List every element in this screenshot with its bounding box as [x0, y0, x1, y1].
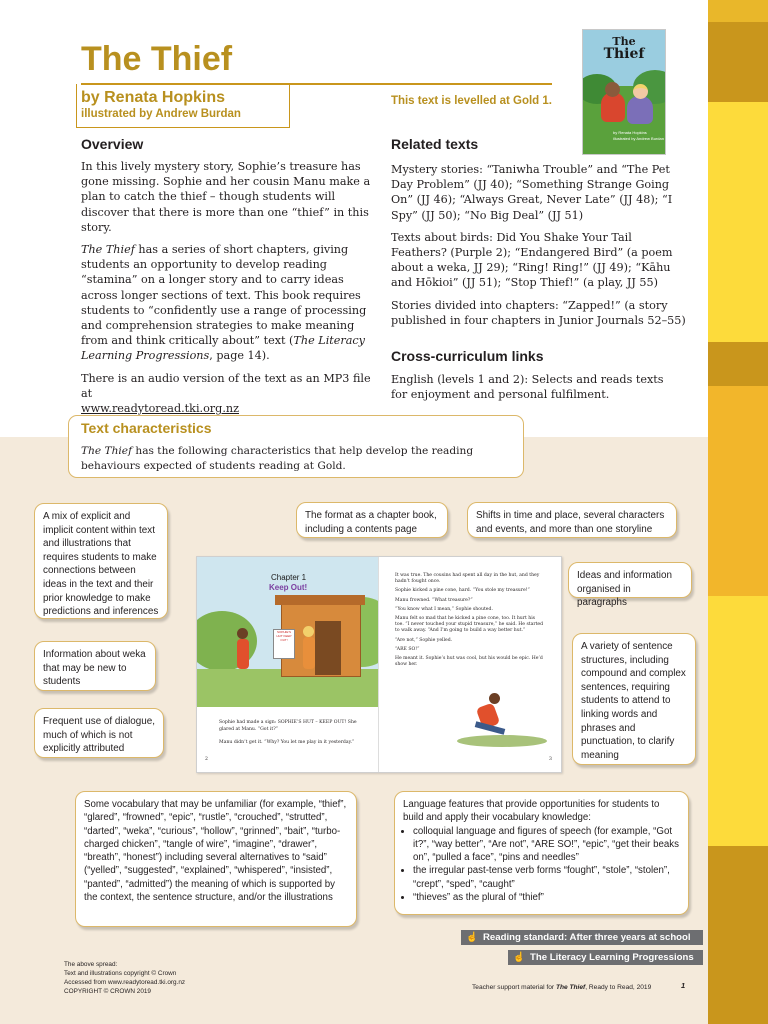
characteristic-dialogue: Frequent use of dialogue, much of which is not explicitly attributed [34, 708, 164, 758]
hand-pointer-icon: ☝ [466, 932, 478, 943]
illustration-manu-head [237, 628, 248, 639]
characteristic-weka-info: Information about weka that may be new to students [34, 641, 156, 691]
characteristic-paragraphs: Ideas and information organised in paragraphs [568, 562, 692, 598]
footer-line: The above spread: [64, 961, 118, 968]
spread-right-line: It was true. The cousins had spent all day in the hut, and they hadn’t fought once. [395, 573, 540, 585]
cover-author: by Renata Hopkins [613, 130, 647, 135]
text-characteristics-heading: Text characteristics [81, 420, 212, 436]
spread-right-line: He meant it. Sophie’s hut was cool, but his would be epic. He’d show her. [395, 656, 543, 668]
book-title-italic: The Thief [81, 445, 132, 457]
spread-right-text [395, 573, 545, 668]
overview-paragraph-3 [81, 371, 379, 417]
overview-paragraph-2-text-b: , page 14). [209, 349, 270, 363]
llp-italic: The Literacy Learning Progressions [81, 334, 365, 363]
list-item: • the irregular past-tense verb forms “fought”, “stole”, “stolen”, “crept”, “sped”, “caught” [413, 864, 680, 891]
reading-standard-link[interactable] [461, 930, 703, 945]
decor-stripe [708, 102, 768, 342]
spread-right-page-number: 3 [549, 757, 552, 762]
characteristic-language-features [394, 791, 689, 915]
overview-paragraph-1: In this lively mystery story, Sophie’s treasure has gone missing. Sophie and her cousin Manu make a plan to catch the thief – though students will discover that there is more than one “thief” in this story. [81, 160, 371, 234]
list-item: • colloquial language and figures of speech (for example, “Got it?”, “way better”, “Are not”, “ARE SO!”, “epic”, “get their beaks on”, “pulled a face”, “pins and needles” [413, 825, 680, 865]
footer-line: Text and illustrations copyright © Crown [64, 970, 177, 977]
footer-citation-a: Teacher support material for [472, 984, 556, 991]
level-text: This text is levelled at Gold 1. [390, 95, 552, 107]
footer-citation [472, 983, 651, 992]
decor-stripe [708, 846, 768, 1024]
related-texts-body [391, 162, 691, 328]
spread-right-line: “ARE SO!” [395, 646, 420, 652]
book-title-italic: The Thief [81, 243, 135, 257]
spread-right-line: “Are not,” Sophie yelled. [395, 637, 453, 643]
cover-title-line2: Thief [603, 46, 645, 62]
book-cover[interactable] [582, 29, 666, 155]
illustration-sophie [303, 637, 315, 669]
illustration-sign: SOPHIE'S HUT KEEP OUT! [273, 629, 295, 659]
characteristic-shifts: Shifts in time and place, several characters and events, and more than one storyline [467, 502, 677, 538]
cross-curriculum-text: English (levels 1 and 2): Selects and reads texts for enjoyment and personal fulfilment. [391, 373, 664, 402]
spread-right-line: “You know what I mean,” Sophie shouted. [395, 606, 493, 612]
footer-line: Accessed from www.readytoread.tki.org.nz [64, 979, 186, 986]
reading-standard-label: Reading standard: After three years at school [483, 932, 691, 943]
footer-citation-b: , Ready to Read, 2019 [585, 984, 652, 991]
hand-pointer-icon: ☝ [513, 952, 525, 963]
copyright-notice [64, 960, 185, 996]
page-title: The Thief [81, 40, 233, 78]
decor-stripe [708, 0, 768, 22]
cover-character-girl [627, 96, 653, 124]
spread-left-illustration [197, 557, 378, 707]
cover-character-girl-head [633, 84, 648, 99]
cover-title-line1: The [612, 35, 636, 48]
characteristic-sentence-structures: A variety of sentence structures, including compound and complex sentences, requiring students to attend to linking words and phrases and punctuation, to clarify meaning [572, 633, 696, 765]
overview-heading: Overview [81, 136, 144, 152]
overview-body [81, 159, 379, 416]
text-characteristics-intro [81, 444, 501, 474]
spread-right-illustration-boy-head [489, 693, 500, 704]
spread-right-line: Manu frowned. “What treasure?” [395, 597, 473, 603]
characteristic-chapter-format: The format as a chapter book, including a contents page [296, 502, 448, 538]
characteristic-vocabulary: Some vocabulary that may be unfamiliar (for example, “thief”, “glared”, “frowned”, “epic”, “rustle”, “crouched”, “strutted”, “darted”, “weka”, “curious”, “hollow”, “grinned”, “bait”, “turbo-charged chicken”, “tangle of wire”, “imagine”, “drawer”, “breath”, “honest”) including several alternatives to “said” (“yelled”, “suggested”, “explained”, “whispered”, “insisted”, “panted”, “admitted”) the meaning of which is supported by the context, the sentence structure, and/or the illustrations [75, 791, 357, 927]
overview-paragraph-2-text-a: has a series of short chapters, giving students an opportunity to develop reading “stamina” on a longer story and to carry ideas across longer sections of text. This book requires students to “confidently use a range of processing and comprehension strategies to make meaning from and think critically about” text ( [81, 243, 367, 348]
spread-left-page-number: 2 [205, 757, 208, 762]
language-features-list [403, 825, 680, 905]
spread-chapter-title: Keep Out! [269, 583, 308, 592]
author-line: by Renata Hopkins [81, 89, 226, 106]
decor-stripe [708, 22, 768, 102]
page-number: 1 [681, 981, 686, 990]
decor-stripe [708, 596, 768, 846]
audio-text: There is an audio version of the text as an MP3 file at [81, 371, 371, 400]
decor-stripe [708, 386, 768, 596]
spread-right-illustration-ground [457, 735, 547, 747]
related-mystery: Mystery stories: “Taniwha Trouble” and “The Pet Day Problem” (JJ 40); “Something Strange Going On” (JJ 46); “Always Great, Never Late” (JJ 48); “I Spy” (JJ 50); “No Big Deal” (JJ 51) [391, 163, 673, 222]
cover-title [583, 36, 665, 61]
spread-gutter [378, 557, 379, 772]
language-features-intro: Language features that provide opportunities for students to build and apply their vocabulary knowledge: [403, 799, 660, 824]
overview-paragraph-2 [81, 242, 379, 364]
footer-book-title: The Thief [555, 984, 586, 991]
spread-right-line: Sophie kicked a pine cone, hard. “You stole my treasure!” [395, 588, 530, 594]
cover-illustrator: illustrated by Andrew Burdan [613, 136, 664, 141]
decor-stripe [708, 342, 768, 386]
cover-character-boy-head [605, 82, 620, 97]
footer-line: COPYRIGHT © CROWN 2019 [64, 988, 151, 995]
audio-link[interactable]: www.readytoread.tki.org.nz [81, 402, 239, 416]
spread-right-line: Manu felt so mad that he kicked a pine cone, too. It hurt his toe. “I never touched your stupid treasure,” he said. He started to walk away. “And I’m going to build a way better hut.” [395, 616, 544, 634]
related-chapters: Stories divided into chapters: “Zapped!” (a story published in four chapters in Junior Journals 52–55) [391, 298, 686, 327]
characteristic-explicit-implicit: A mix of explicit and implicit content within text and illustrations that requires students to make connections between ideas in the text and their prior knowledge to make predictions and inferences [34, 503, 168, 619]
spread-chapter-label: Chapter 1 [271, 573, 307, 582]
illustrator-line: illustrated by Andrew Burdan [81, 108, 241, 120]
book-spread [196, 556, 562, 773]
list-item: • “thieves” as the plural of “thief” [413, 891, 680, 904]
related-birds: Texts about birds: Did You Shake Your Tail Feathers? (Purple 2); “Endangered Bird” (a poem about a weka, JJ 29); “Ring! Ring!” (JJ 49); “Kāhu and Hōkioi” (JJ 51); “Stop Thief!” (a play, JJ 55) [391, 230, 673, 290]
illustration-hut-door [315, 621, 341, 675]
cross-curriculum-heading: Cross-curriculum links [391, 348, 544, 364]
related-texts-heading: Related texts [391, 136, 479, 152]
llp-link[interactable] [508, 950, 703, 965]
spread-left-text-1: Sophie had made a sign: SOPHIE’S HUT – KEEP OUT! She glared at Manu. “Got it?” [219, 720, 357, 732]
text-characteristics-intro-text: has the following characteristics that help develop the reading behaviours expected of students reading at Gold. [81, 445, 474, 472]
illustration-manu [237, 639, 249, 669]
spread-left-text-2: Manu didn’t get it. “Why? You let me play in it yesterday.” [219, 740, 355, 745]
illustration-hut-roof [275, 595, 365, 605]
llp-label: The Literacy Learning Progressions [530, 952, 694, 963]
illustration-sophie-head [303, 626, 314, 637]
